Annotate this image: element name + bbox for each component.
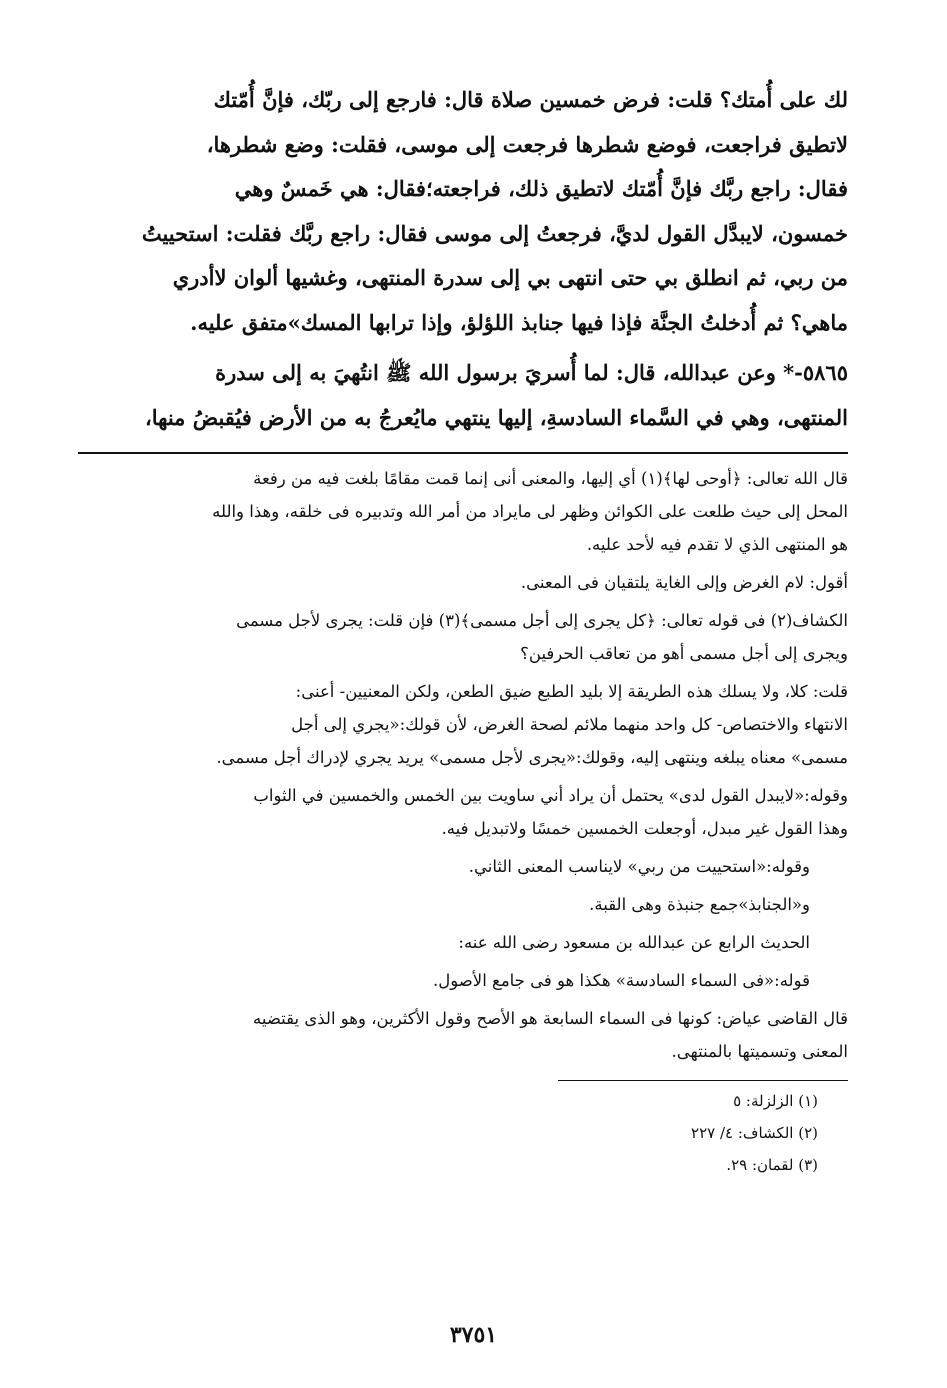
commentary-paragraph: و«الجنابذ»جمع جنبذة وهى القبة.: [589, 895, 810, 914]
footnote-3: (٣) لقمان: ٢٩.: [726, 1156, 818, 1174]
footnote-separator-line: [558, 1080, 848, 1081]
hadith-5865-paragraph: ٥٨٦٥-* وعن عبدالله، قال: لما أُسريَ برسول الله ﷺ انتُهيَ به إلى سدرة المنتهى، وهي في السَّماء السادسةِ، إليها ينتهي مايُعرجُ به من الأرض فيُقبضُ منها،: [144, 360, 848, 430]
commentary-paragraph: قال الله تعالى: ﴿أوحى لها﴾(١) أي إليها، والمعنى أنى إنما قمت مقامًا بلغت فيه من رفعة المحل إلى حيث طلعت على الكوائن وظهر لى مايراد من أمر الله وتدبيره فى خلقه، وهذا والله هو المنتهى الذي لا تقدم فيه لأحد عليه.: [212, 469, 848, 554]
commentary-paragraph: قوله:«فى السماء السادسة» هكذا هو فى جامع الأصول.: [433, 971, 810, 990]
commentary-paragraph: أقول: لام الغرض وإلى الغاية يلتقيان فى المعنى.: [520, 573, 848, 592]
main-text: [78, 78, 848, 440]
footnotes: [78, 1085, 848, 1181]
commentary-paragraph: الحديث الرابع عن عبدالله بن مسعود رضى الله عنه:: [458, 933, 810, 952]
commentary-paragraph: قلت: كلا، ولا يسلك هذه الطريقة إلا بليد الطبع ضيق الطعن، ولكن المعنيين- أعنى: الانتهاء والاختصاص- كل واحد منهما ملائم لصحة الغرض، لأن قولك:«يجري إلى أجل مسمى» معناه يبلغه وينتهى إليه، وقولك:«يجرى لأجل مسمى» يريد يجري لإدراك أجل مسمى.: [216, 682, 848, 767]
book-page: [78, 78, 848, 1181]
commentary-section: [78, 462, 848, 1068]
hadith-continuation-paragraph: لك على أُمتك؟ قلت: فرض خمسين صلاة قال: فارجع إلى ربّك، فإنَّ أُمّتك لاتطيق فراجعت، فوضع شطرها فرجعت إلى موسى، فقلت: وضع شطرها، فقال: راجع ربَّك فإنَّ أُمّتك لاتطيق ذلك، فراجعته؛فقال: هي خَمسٌ وهي خمسون، لايبدَّل القول لديَّ، فرجعتُ إلى موسى فقال: راجع ربَّك فقلت: استحييتُ من ربي، ثم انطلق بي حتى انتهى بي إلى سدرة المنتهى، وغشيها ألوان لاأدري ماهي؟ ثم أُدخلتُ الجنَّة فإذا فيها جنابذ اللؤلؤ، وإذا ترابها المسك»متفق عليه.: [141, 87, 848, 335]
page-number: ٣٧٥١: [449, 1322, 498, 1348]
commentary-paragraph: وقوله:«لايبدل القول لدى» يحتمل أن يراد أني ساويت بين الخمس والخمسين في الثواب وهذا القول غير مبدل، أوجعلت الخمسين خمسًا ولاتبديل فيه.: [253, 786, 848, 838]
commentary-paragraph: الكشاف(٢) فى قوله تعالى: ﴿كل يجرى إلى أجل مسمى﴾(٣) فإن قلت: يجرى لأجل مسمى ويجرى إلى أجل مسمى أهو من تعاقب الحرفين؟: [236, 611, 848, 663]
commentary-paragraph: قال القاضى عياض: كونها فى السماء السابعة هو الأصح وقول الأكثرين، وهو الذى يقتضيه المعنى وتسميتها بالمنتهى.: [253, 1009, 848, 1061]
footnote-2: (٢) الكشاف: ٤/ ٢٢٧: [691, 1124, 818, 1142]
commentary-separator-line: [78, 452, 848, 454]
commentary-paragraph: وقوله:«استحييت من ربي» لايناسب المعنى الثاني.: [468, 857, 810, 876]
footnote-1: (١) الزلزلة: ٥: [733, 1092, 818, 1110]
